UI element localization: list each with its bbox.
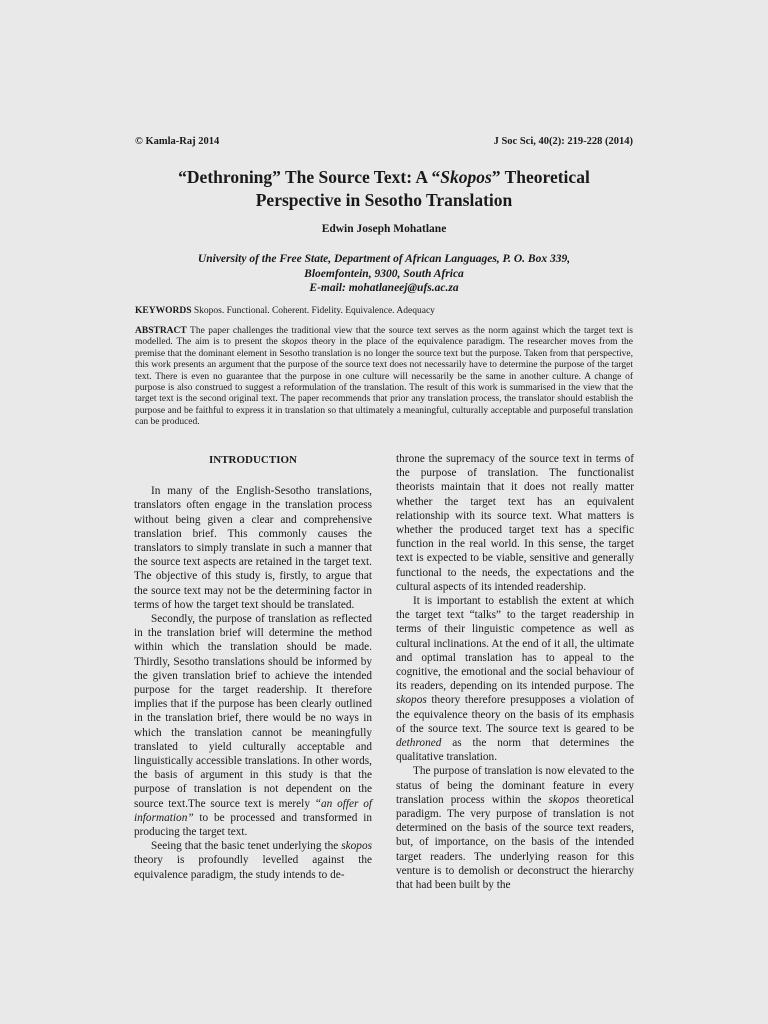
keywords-label: KEYWORDS — [135, 306, 192, 316]
body-paragraph-continued: throne the supremacy of the source text in terms of the purpose of translation. The functionalist theorists maintain that it does not really matter whether the target text has an equivalent relationship with its source text. What matters is whether the produced target text has a specific function in the real world. In this sense, the target text is expected to be viable, sensitive and generally functional to the needs, the expectations and the cultural aspects of its intended readership. — [396, 453, 634, 593]
keywords — [135, 306, 633, 316]
affiliation-line2: Bloemfontein, 9300, South Africa — [304, 267, 464, 280]
body-paragraph-2-middle: theory therefore presupposes a violation of the equivalence theory on the basis of its emphasis of the source text. The source text is geared to be — [396, 694, 634, 735]
author-name: Edwin Joseph Mohatlane — [321, 223, 447, 235]
intro-paragraph-2 — [134, 612, 372, 839]
body-paragraph-3 — [396, 764, 634, 892]
right-column — [396, 452, 634, 892]
body-paragraph-2 — [396, 594, 634, 764]
intro-paragraph-2-end: to be processed and transformed in producing the target text. — [134, 811, 372, 839]
author-email: E-mail: mohatlaneej@ufs.ac.za — [309, 282, 459, 294]
intro-paragraph-3-end: theory is profoundly levelled against the equivalence paradigm, the study intends to de- — [134, 854, 372, 881]
intro-paragraph-2-text: Secondly, the purpose of translation as reflected in the translation brief will determine the method within which the translation should be made. Thirdly, Sesotho translations should be informed by the given translation brief to achieve the intended purpose for the target readership. It therefore implies that if the purpose has been clearly outlined in the translation brief, there would be no ways in which the translation cannot be meaningfully translated to yield culturally acceptable and linguistically accessible translations. In other words, the basis of argument in this study is that the purpose of translation is not dependent on the source text.The source text is merely — [134, 613, 372, 810]
intro-paragraph-3-start: Seeing that the basic tenet underlying the — [151, 840, 342, 853]
keywords-text: Skopos. Functional. Coherent. Fidelity. Equivalence. Adequacy — [191, 306, 435, 316]
abstract-label: ABSTRACT — [135, 326, 187, 336]
affiliation-line1: University of the Free State, Department of African Languages, P. O. Box 339, — [197, 253, 571, 265]
term-dethroned: dethroned — [396, 737, 442, 750]
term-skopos: skopos — [396, 694, 427, 707]
term-skopos: skopos — [548, 793, 580, 806]
copyright-header: © Kamla-Raj 2014 — [135, 136, 220, 147]
journal-citation-header: J Soc Sci, 40(2): 219-228 (2014) — [493, 136, 633, 147]
title-line1-end: ” Theoretical — [491, 167, 590, 187]
title-line2: Perspective in Sesotho Translation — [255, 190, 513, 210]
abstract — [135, 326, 633, 429]
title-line1-start: “Dethroning” The Source Text: A “ — [178, 167, 441, 187]
section-heading-introduction: INTRODUCTION — [208, 454, 297, 466]
abstract-skopos: skopos — [281, 337, 308, 348]
body-paragraph-3-start: The purpose of translation is now elevated to the status of being the dominant feature in every translation process within the — [396, 765, 634, 806]
title-skopos: Skopos — [440, 167, 492, 187]
body-paragraph-3-end: theoretical paradigm. The very purpose of translation is not determined on the basis of the source text readers, but, of importance, on the basis of the intended target readers. The underlying reason for this venture is to demolish or deconstruct the hierarchy that had been built by the — [396, 793, 634, 892]
term-skopos: skopos — [341, 840, 372, 853]
intro-paragraph-1: In many of the English-Sesotho translations, translators often engage in the translation process without being given a clear and comprehensive translation brief. This commonly causes the translators to simply translate in such a manner that the source text aspects are retained in the target text. The objective of this study is, firstly, to argue that the source text may not be the determining factor in terms of how the target text should be translated. — [134, 485, 372, 611]
left-column — [134, 452, 372, 882]
author-affiliation — [0, 252, 768, 296]
abstract-text-2: theory in the place of the equivalence paradigm. The researcher moves from the premise that the dominant element in Sesotho translation is no longer the source text but the purpose. Taken from that perspective, this work presents an argument that the purpose of the source text does not necessarily have to determine the purpose of the target text. There is even no guarantee that the purpose in one culture will necessarily be the same in another culture. A change of purpose is also construed to suggest a reformulation of the translation. The result of this work is summarised in the view that the target text is the second original text. The paper recommends that prior any translation process, the translator should establish the purpose and be faithful to express it in translation so that ultimately a meaningful, culturally acceptable and purposeful translation can be produced. — [135, 337, 633, 428]
body-paragraph-2-end: as the norm that determines the qualitative translation. — [396, 737, 634, 764]
body-paragraph-2-start: It is important to establish the extent at which the target text “talks” to the target readership in terms of their linguistic competence as well as cultural inclinations. At the end of it all, the ultimate and optimal translation has to appeal to the cognitive, the emotional and the social behaviour of its readers, depending on its intended purpose. The — [396, 595, 634, 693]
quote-offer-of-information: “an offer of information” — [134, 797, 372, 824]
intro-paragraph-3 — [134, 839, 372, 882]
paper-title — [0, 166, 768, 212]
abstract-text-1: The paper challenges the traditional view that the source text serves as the norm against which the target text is modelled. The aim is to present the — [135, 326, 633, 348]
